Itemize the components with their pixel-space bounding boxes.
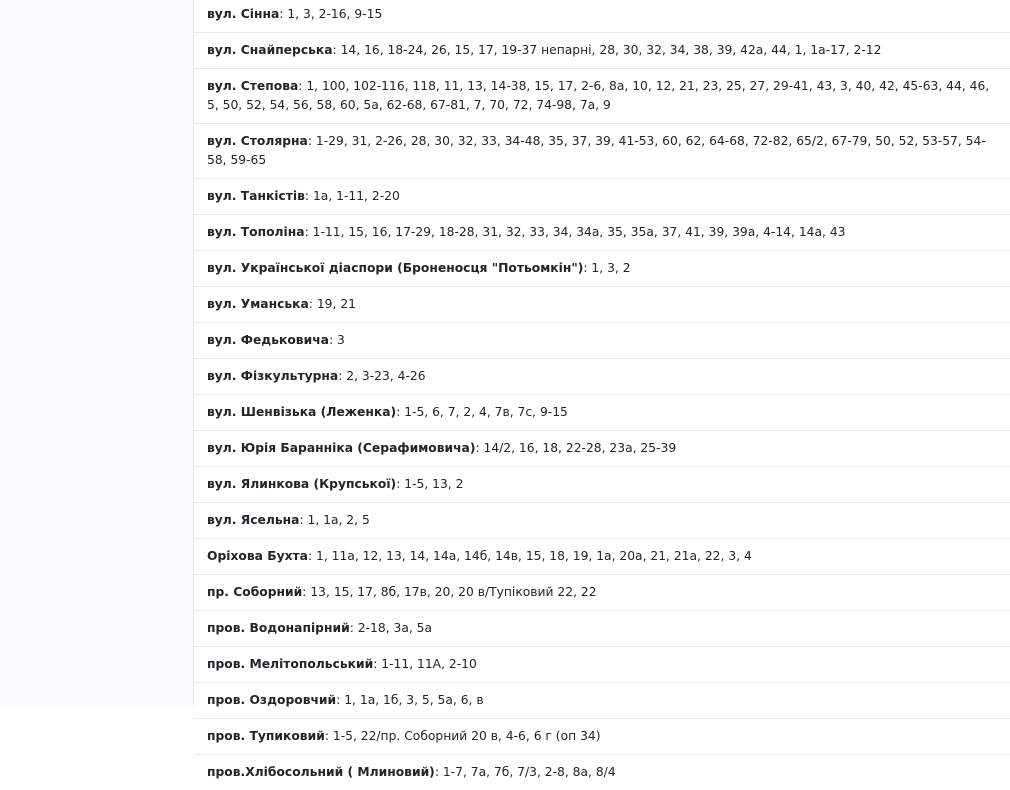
- house-numbers: : 1, 3, 2-16, 9-15: [279, 7, 383, 21]
- house-numbers: : 13, 15, 17, 8б, 17в, 20, 20 в/Тупіковий 22, 22: [302, 585, 597, 599]
- house-numbers: : 1-5, 6, 7, 2, 4, 7в, 7с, 9-15: [396, 405, 568, 419]
- house-numbers: : 1, 1а, 2, 5: [299, 513, 370, 527]
- street-name: пров. Водонапірний: [207, 621, 350, 635]
- street-name: вул. Юрія Баранніка (Серафимовича): [207, 441, 476, 455]
- street-name: вул. Фізкультурна: [207, 369, 339, 383]
- street-name: вул. Сінна: [207, 7, 280, 21]
- house-numbers: : 1-11, 15, 16, 17-29, 18-28, 31, 32, 33, 34, 34а, 35, 35а, 37, 41, 39, 39а, 4-14, 14а, 43: [304, 225, 846, 239]
- list-item: [194, 251, 1010, 287]
- street-name: вул. Танкістів: [207, 189, 305, 203]
- street-name: вул. Тополіна: [207, 225, 305, 239]
- street-name: Оріхова Бухта: [207, 549, 308, 563]
- street-name: вул. Ялинкова (Крупської): [207, 477, 397, 491]
- list-item: [194, 33, 1010, 69]
- list-item: [194, 395, 1010, 431]
- list-item: [194, 0, 1010, 33]
- left-sidebar: [0, 0, 194, 705]
- house-numbers: : 1, 100, 102-116, 118, 11, 13, 14-38, 15, 17, 2-6, 8а, 10, 12, 21, 23, 25, 27, 29-41, 43, 3, 40, 42, 45-63, 44, 46, 5, 50, 52, 54, 56, 58, 60, 5а, 62-68, 67-81, 7, 70, 72, 74-98, 7а, 9: [207, 79, 990, 112]
- house-numbers: : 1-5, 22/пр. Соборний 20 в, 4-6, 6 г (оп 34): [324, 729, 601, 743]
- house-numbers: : 1, 11а, 12, 13, 14, 14а, 14б, 14в, 15, 18, 19, 1а, 20а, 21, 21а, 22, 3, 4: [307, 549, 752, 563]
- house-numbers: : 3: [328, 333, 345, 347]
- house-numbers: : 2-18, 3а, 5а: [349, 621, 433, 635]
- street-name: пров. Оздоровчий: [207, 693, 337, 707]
- list-item: [194, 179, 1010, 215]
- street-list: [194, 0, 1010, 790]
- house-numbers: : 1-7, 7а, 7б, 7/3, 2-8, 8а, 8/4: [434, 765, 616, 779]
- house-numbers: : 2, 3-23, 4-26: [338, 369, 426, 383]
- house-numbers: : 1а, 1-11, 2-20: [304, 189, 400, 203]
- list-item: [194, 611, 1010, 647]
- list-item: [194, 124, 1010, 179]
- list-item: [194, 215, 1010, 251]
- street-name: пров. Мелітопольський: [207, 657, 374, 671]
- list-item: [194, 539, 1010, 575]
- house-numbers: : 19, 21: [308, 297, 356, 311]
- list-item: [194, 719, 1010, 755]
- list-item: [194, 755, 1010, 790]
- street-name: вул. Ясельна: [207, 513, 300, 527]
- list-item: [194, 575, 1010, 611]
- street-name: вул. Уманська: [207, 297, 309, 311]
- house-numbers: : 1-29, 31, 2-26, 28, 30, 32, 33, 34-48, 35, 37, 39, 41-53, 60, 62, 64-68, 72-82, 65/2, 67-79, 50, 52, 53-57, 54-58, 59-65: [207, 134, 986, 167]
- street-name: пр. Соборний: [207, 585, 303, 599]
- house-numbers: : 14, 16, 18-24, 26, 15, 17, 19-37 непарні, 28, 30, 32, 34, 38, 39, 42а, 44, 1, 1а-17, 2-12: [332, 43, 882, 57]
- list-item: [194, 467, 1010, 503]
- house-numbers: : 1, 1а, 1б, 3, 5, 5а, 6, в: [336, 693, 484, 707]
- house-numbers: : 1, 3, 2: [583, 261, 631, 275]
- list-item: [194, 647, 1010, 683]
- list-item: [194, 323, 1010, 359]
- list-item: [194, 503, 1010, 539]
- list-item: [194, 683, 1010, 719]
- list-item: [194, 287, 1010, 323]
- street-name: вул. Шенвізька (Леженка): [207, 405, 397, 419]
- street-name: вул. Столярна: [207, 134, 308, 148]
- house-numbers: : 14/2, 16, 18, 22-28, 23а, 25-39: [475, 441, 677, 455]
- street-name: пров.Хлібосольний ( Млиновий): [207, 765, 435, 779]
- list-item: [194, 431, 1010, 467]
- list-item: [194, 359, 1010, 395]
- list-item: [194, 69, 1010, 124]
- street-name: пров. Тупиковий: [207, 729, 325, 743]
- house-numbers: : 1-11, 11А, 2-10: [373, 657, 477, 671]
- street-name: вул. Української діаспори (Броненосця "Потьомкін"): [207, 261, 584, 275]
- street-name: вул. Федьковича: [207, 333, 329, 347]
- street-name: вул. Степова: [207, 79, 299, 93]
- house-numbers: : 1-5, 13, 2: [396, 477, 464, 491]
- street-name: вул. Снайперська: [207, 43, 333, 57]
